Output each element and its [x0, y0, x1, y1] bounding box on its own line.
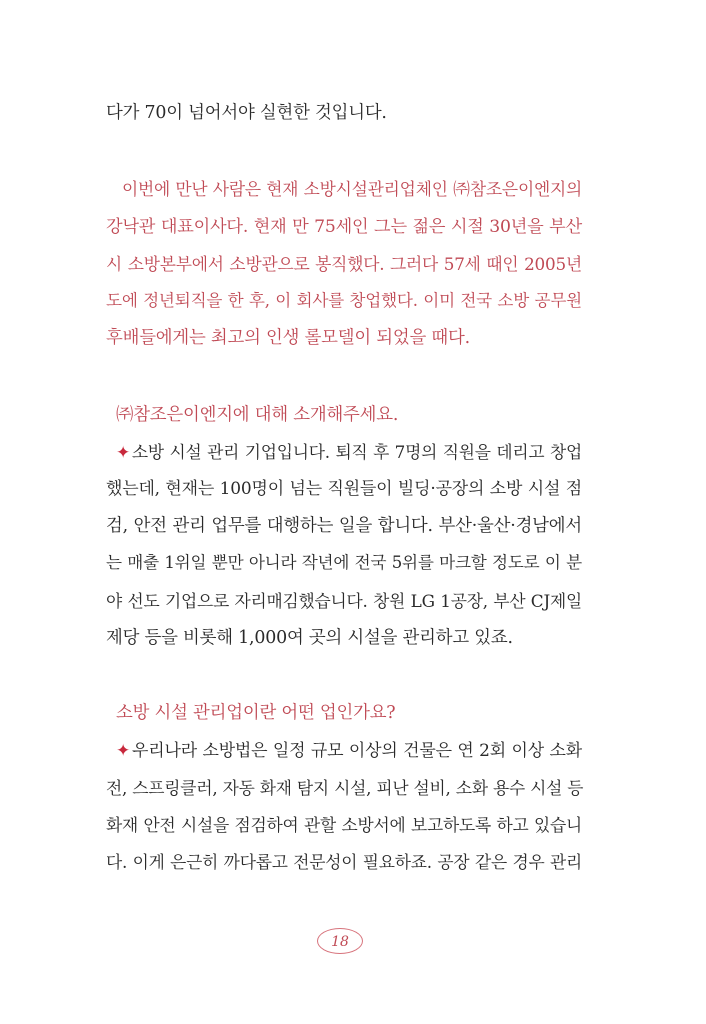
page-number: 18	[317, 928, 363, 954]
intro-line: 후배들에게는 최고의 인생 롤모델이 되었을 때다.	[106, 328, 470, 348]
answer-line: 했는데, 현재는 100명이 넘는 직원들이 빌딩·공장의 소방 시설 점	[106, 479, 582, 499]
answer-line: 다. 이게 은근히 까다롭고 전문성이 필요하죠. 공장 같은 경우 관리	[106, 852, 582, 872]
bullet-icon: ✦	[116, 741, 131, 761]
intro-line: 이번에 만난 사람은 현재 소방시설관리업체인 ㈜참조은이엔지의	[122, 179, 582, 199]
answer-line: 야 선도 기업으로 자리매김했습니다. 창원 LG 1공장, 부산 CJ제일	[106, 591, 582, 611]
intro-line: 시 소방본부에서 소방관으로 봉직했다. 그러다 57세 때인 2005년	[106, 254, 582, 274]
intro-line: 도에 정년퇴직을 한 후, 이 회사를 창업했다. 이미 전국 소방 공무원	[106, 291, 582, 310]
answer-line: 전, 스프링클러, 자동 화재 탐지 시설, 피난 설비, 소화 용수 시설 등	[106, 778, 584, 798]
intro-line: 강낙관 대표이사다. 현재 만 75세인 그는 젊은 시절 30년을 부산	[106, 217, 582, 237]
answer-line: 화재 안전 시설을 점검하여 관할 소방서에 보고하도록 하고 있습니	[106, 815, 582, 835]
question-heading: 소방 시설 관리업이란 어떤 업인가요?	[116, 703, 396, 723]
answer-line: ✦ 소방 시설 관리 기업입니다. 퇴직 후 7명의 직원을 데리고 창업	[116, 442, 582, 462]
answer-line: ✦ 우리나라 소방법은 일정 규모 이상의 건물은 연 2회 이상 소화	[116, 741, 582, 761]
bullet-icon: ✦	[116, 442, 130, 462]
answer-line: 제당 등을 비롯해 1,000여 곳의 시설을 관리하고 있죠.	[106, 628, 513, 648]
question-heading: ㈜참조은이엔지에 대해 소개해주세요.	[116, 405, 399, 425]
opening-line: 다가 70이 넘어서야 실현한 것입니다.	[106, 103, 387, 123]
answer-line: 는 매출 1위일 뿐만 아니라 작년에 전국 5위를 마크할 정도로 이 분	[106, 553, 582, 572]
answer-line: 검, 안전 관리 업무를 대행하는 일을 합니다. 부산·울산·경남에서	[106, 516, 582, 536]
